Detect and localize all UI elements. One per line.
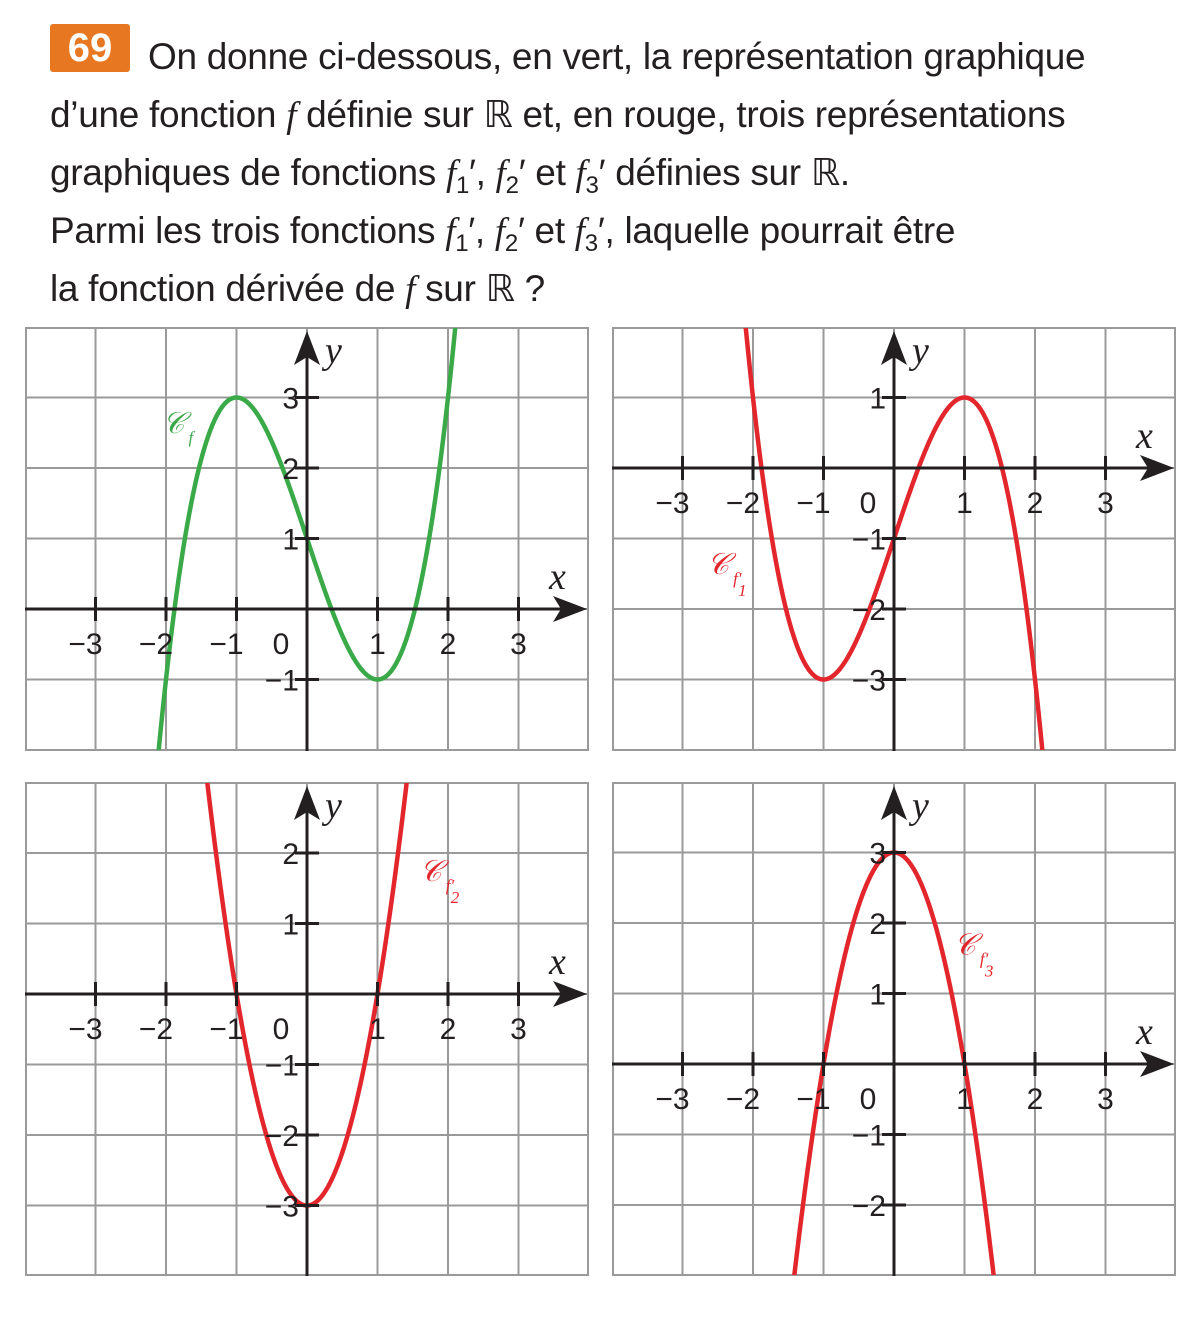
y-tick-label: −1 [264, 664, 299, 698]
x-tick-label: −3 [655, 487, 690, 520]
y-tick-label: 2 [869, 908, 886, 941]
origin-label: 0 [272, 628, 290, 661]
y-tick-label: −1 [851, 523, 886, 557]
x-tick-label: −3 [68, 628, 103, 661]
x-axis-label: x [549, 556, 566, 598]
y-tick-label: −2 [264, 1120, 299, 1153]
x-tick-label: −3 [655, 1083, 690, 1116]
curve-label-f2: 𝒞 [419, 854, 442, 890]
x-tick-label: −2 [725, 487, 761, 520]
y-tick-label: −2 [851, 594, 886, 627]
graph-f1-prime-svg [612, 327, 1176, 751]
graph-f2-prime-svg [25, 782, 589, 1276]
x-tick-label: 1 [369, 1013, 386, 1046]
x-tick-label: 2 [439, 628, 457, 661]
curve-label-f3: 𝒞 [953, 927, 976, 963]
curve-label-subscript: f′ [979, 949, 989, 969]
curve-label-index: 3 [984, 961, 994, 981]
graph-f2-prime [25, 782, 589, 1276]
y-axis-label: y [325, 330, 342, 372]
statement-line-3: graphiques de fonctions $f_1'$, $f_2'$ et $f_3'$ définies sur ℝ. [50, 151, 850, 199]
statement-line-2: d’une fonction f définie sur ℝ et, en rouge, trois représentations [50, 93, 1066, 136]
exercise-number-badge: 69 [50, 24, 130, 72]
y-tick-label: −1 [264, 1049, 299, 1083]
y-tick-label: 3 [282, 382, 299, 416]
x-tick-label: 2 [439, 1013, 457, 1046]
y-tick-label: −3 [851, 664, 886, 698]
statement-line-4: Parmi les trois fonctions $f_1'$, $f_2'$ et $f_3'$, laquelle pourrait être [50, 210, 956, 257]
x-tick-label: 3 [1097, 1083, 1114, 1116]
graph-f3-prime-svg [612, 782, 1176, 1276]
y-tick-label: −2 [851, 1190, 886, 1223]
x-tick-label: 3 [510, 628, 527, 661]
curve-label-f1: 𝒞 [707, 546, 730, 582]
x-tick-label: −2 [138, 1013, 174, 1046]
origin-label: 0 [859, 1083, 877, 1116]
y-tick-label: 1 [869, 978, 886, 1012]
x-tick-label: 3 [1097, 487, 1114, 520]
y-tick-label: 2 [282, 453, 299, 486]
curve-label-index: 1 [738, 580, 747, 600]
graph-f-svg [25, 327, 589, 751]
curve-label-subscript: f′ [445, 876, 455, 896]
origin-label: 0 [859, 487, 877, 520]
graph-f3-prime [612, 782, 1176, 1276]
y-tick-label: 2 [282, 838, 299, 871]
y-tick-label: 3 [869, 837, 886, 871]
x-tick-label: −1 [209, 628, 244, 661]
y-tick-label: −1 [851, 1119, 886, 1153]
x-tick-label: 1 [956, 487, 973, 520]
x-tick-label: 2 [1026, 487, 1044, 520]
x-tick-label: 3 [510, 1013, 527, 1046]
x-tick-label: −2 [138, 628, 174, 661]
x-tick-label: −2 [725, 1083, 761, 1116]
curve-label-f: 𝒞 [162, 405, 185, 441]
x-tick-label: 2 [1026, 1083, 1044, 1116]
curve-label-subscript: f′ [733, 568, 742, 588]
origin-label: 0 [272, 1013, 290, 1046]
x-tick-label: −1 [209, 1013, 244, 1046]
x-tick-label: 1 [369, 628, 386, 661]
y-tick-label: 1 [869, 382, 886, 416]
x-tick-label: −3 [68, 1013, 103, 1046]
statement-line-1: On donne ci-dessous, en vert, la représentation graphique [148, 36, 1086, 77]
x-axis-label: x [549, 941, 566, 983]
x-tick-label: −1 [796, 487, 831, 520]
y-tick-label: −3 [264, 1190, 299, 1224]
y-tick-label: 1 [282, 908, 299, 942]
y-axis-label: y [912, 785, 929, 827]
statement-line-5: la fonction dérivée de f sur ℝ ? [50, 267, 545, 310]
graph-f [25, 327, 589, 751]
curve-label-index: 2 [450, 888, 460, 908]
graph-f1-prime [612, 327, 1176, 751]
x-tick-label: 1 [956, 1083, 973, 1116]
curve-label-subscript: f [188, 427, 194, 447]
y-axis-label: y [325, 785, 342, 827]
x-axis-label: x [1136, 1011, 1153, 1053]
x-tick-label: −1 [796, 1083, 831, 1116]
exercise-statement [50, 28, 1180, 318]
x-axis-label: x [1136, 415, 1153, 457]
y-tick-label: 1 [282, 523, 299, 557]
y-axis-label: y [912, 330, 929, 372]
